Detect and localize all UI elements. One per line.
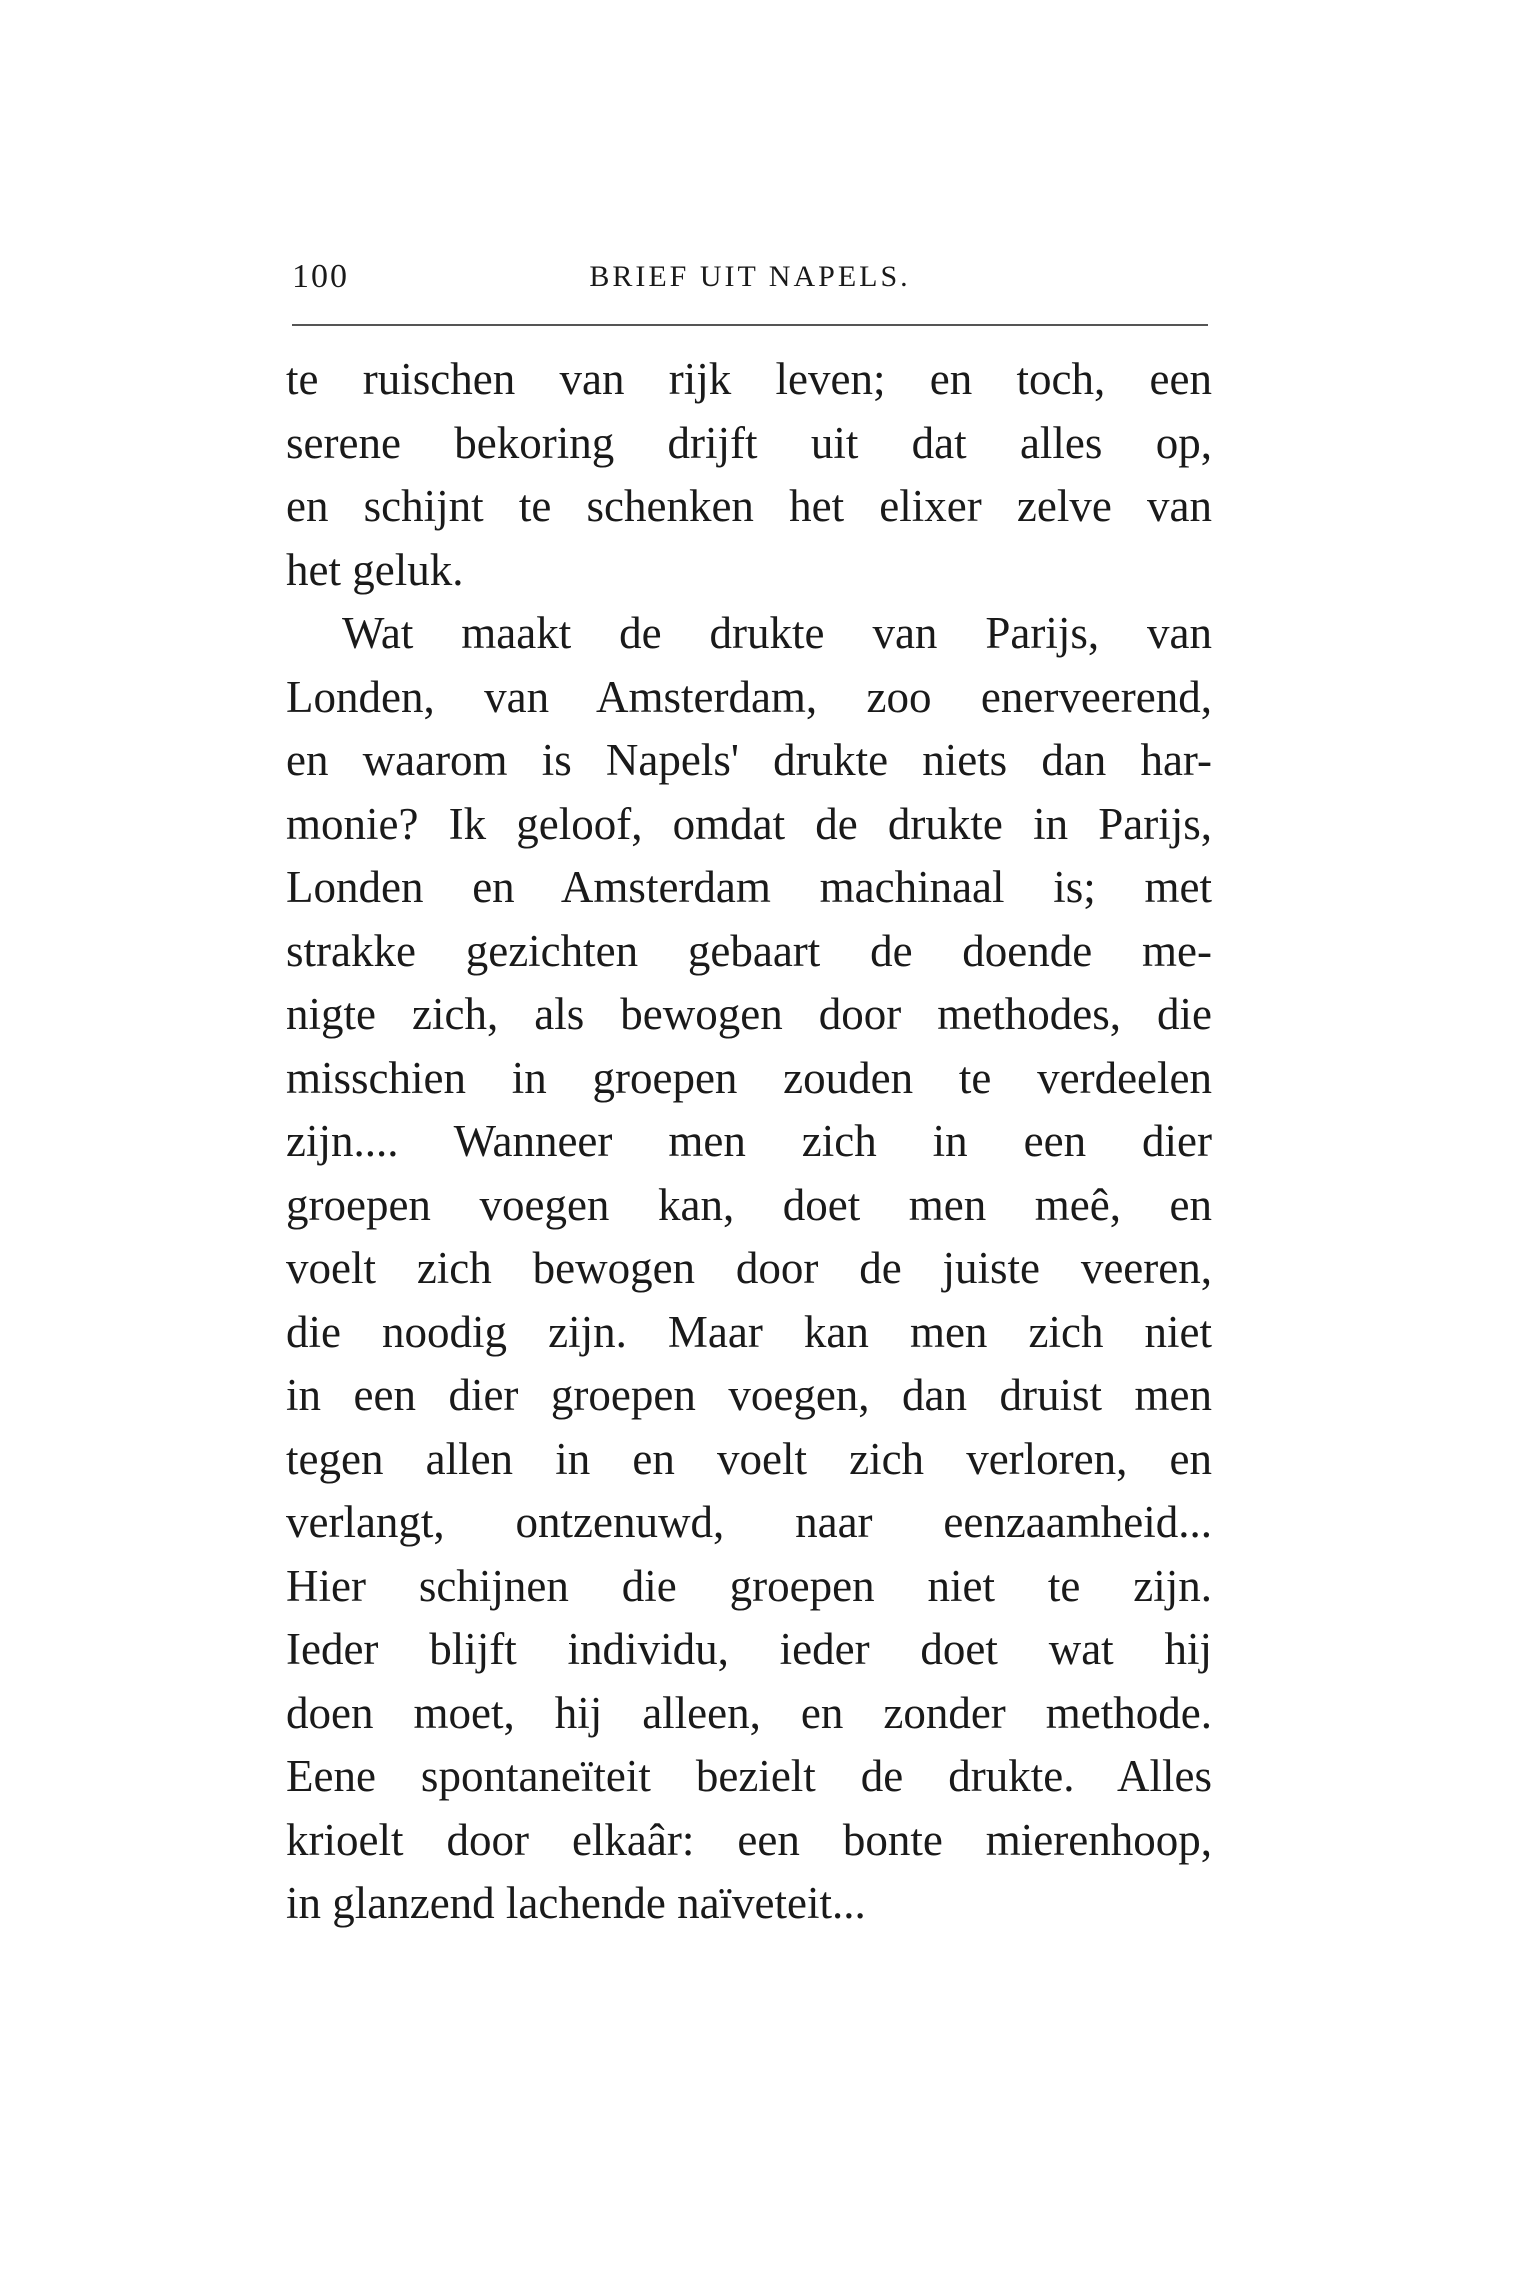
text-line: Eene spontaneïteit bezielt de drukte. Alles bbox=[286, 1751, 1212, 1801]
text-line: Londen, van Amsterdam, zoo enerveerend, bbox=[286, 671, 1212, 722]
text-line: het geluk. bbox=[286, 544, 464, 595]
text-line: Hier schijnen die groepen niet te zijn. bbox=[286, 1560, 1212, 1611]
body-text bbox=[286, 348, 1212, 1936]
text-line: voelt zich bewogen door de juiste veeren, bbox=[286, 1243, 1212, 1293]
text-line: zijn.... Wanneer men zich in een dier bbox=[286, 1116, 1212, 1166]
text-line: tegen allen in en voelt zich verloren, en bbox=[286, 1433, 1212, 1484]
paragraph-start-line: Wat maakt de drukte van Parijs, van bbox=[342, 608, 1212, 658]
header-rule bbox=[292, 324, 1208, 326]
text-line: misschien in groepen zouden te verdeelen bbox=[286, 1052, 1212, 1103]
text-line: serene bekoring drijft uit dat alles op, bbox=[286, 417, 1212, 468]
text-line: Londen en Amsterdam machinaal is; met bbox=[286, 862, 1212, 912]
text-line: verlangt, ontzenuwd, naar eenzaamheid... bbox=[286, 1497, 1212, 1547]
running-title: BRIEF UIT NAPELS. bbox=[589, 260, 911, 293]
text-line: doen moet, hij alleen, en zonder methode. bbox=[286, 1687, 1212, 1738]
text-line: te ruischen van rijk leven; en toch, een bbox=[286, 354, 1212, 404]
text-line: Ieder blijft individu, ieder doet wat hij bbox=[286, 1624, 1212, 1674]
page-number: 100 bbox=[292, 258, 349, 295]
text-line: monie? Ik geloof, omdat de drukte in Parijs, bbox=[286, 798, 1212, 849]
text-line: die noodig zijn. Maar kan men zich niet bbox=[286, 1306, 1212, 1357]
text-line: krioelt door elkaâr: een bonte mierenhoop, bbox=[286, 1814, 1212, 1865]
text-line: groepen voegen kan, doet men meê, en bbox=[286, 1179, 1212, 1230]
text-line: in glanzend lachende naïveteit... bbox=[286, 1878, 866, 1928]
text-line: en schijnt te schenken het elixer zelve van bbox=[286, 481, 1212, 531]
text-line: strakke gezichten gebaart de doende me- bbox=[286, 925, 1212, 976]
text-line: en waarom is Napels' drukte niets dan har- bbox=[286, 735, 1212, 785]
text-line: nigte zich, als bewogen door methodes, die bbox=[286, 989, 1212, 1039]
text-line: in een dier groepen voegen, dan druist men bbox=[286, 1370, 1212, 1420]
running-head bbox=[292, 258, 1208, 302]
